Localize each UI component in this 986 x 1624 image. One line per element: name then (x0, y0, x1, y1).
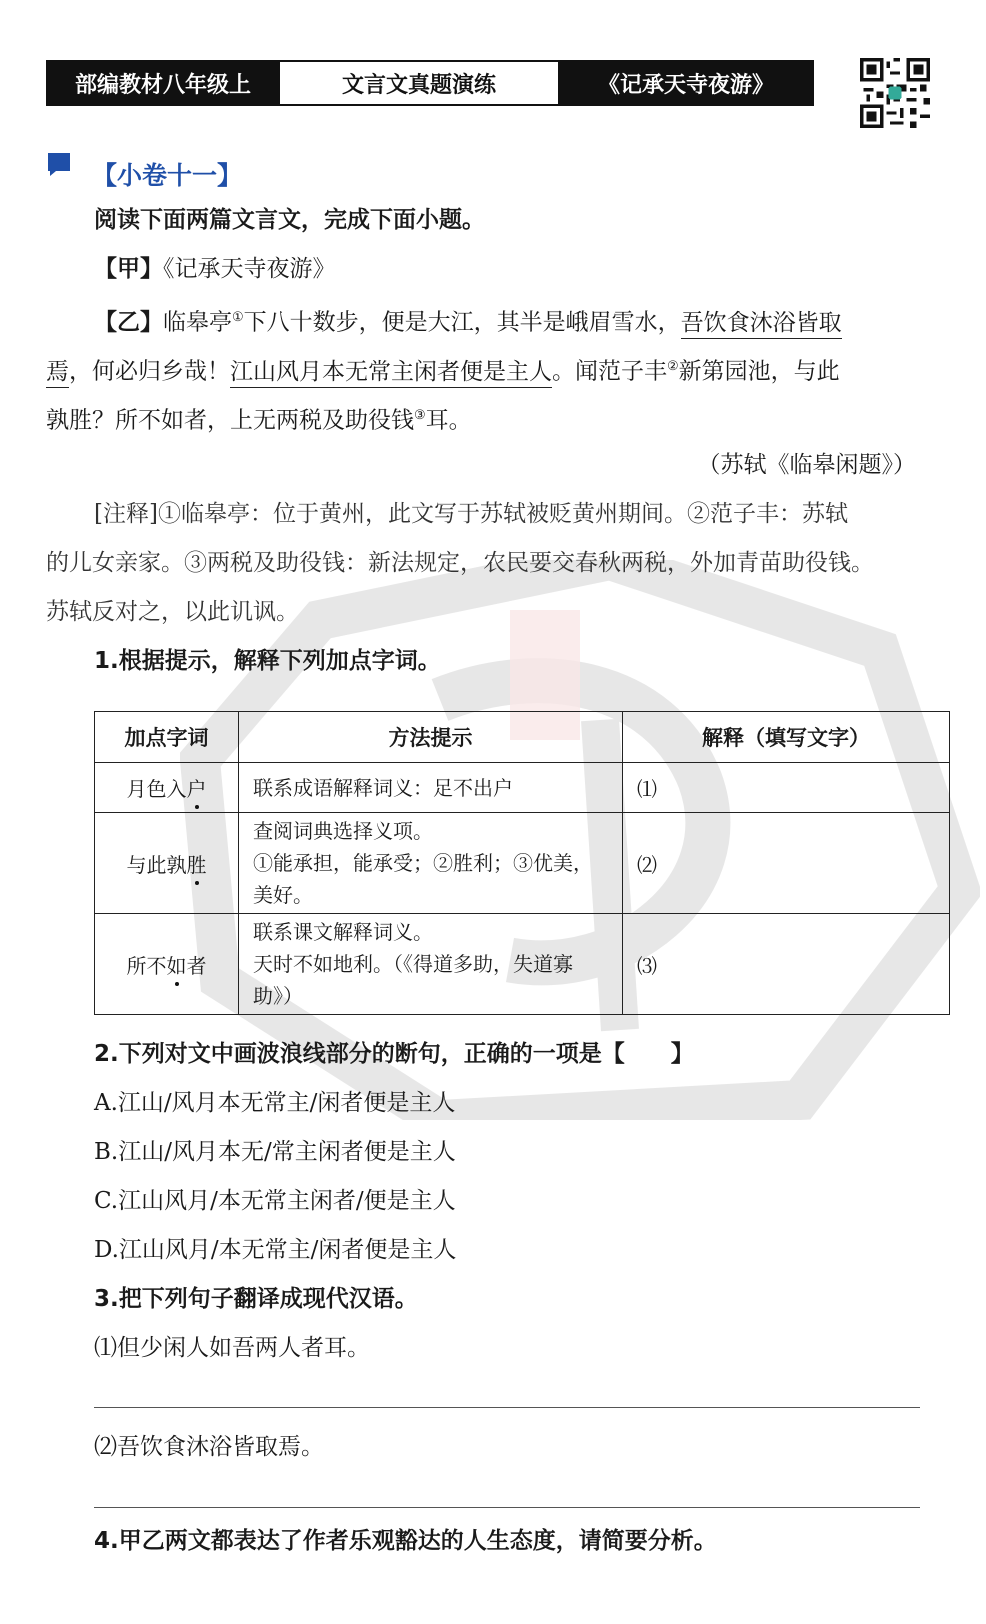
text-yi-line3 (46, 401, 472, 436)
underlined-sentence: 焉 (46, 359, 69, 388)
hint-line: 查阅词典选择义项。 (253, 819, 433, 843)
jia-label: 【甲】 (94, 256, 163, 282)
wavy-underlined-sentence: 江山风月本无常主闲者便是主人 (230, 359, 552, 388)
notes-line1: [注释]①临皋亭：位于黄州，此文写于苏轼被贬黄州期间。②范子丰：苏轼 (94, 501, 848, 527)
q2-option-a[interactable]: A.江山/风月本无常主/闲者便是主人 (94, 1090, 456, 1116)
word-cell (95, 914, 239, 1015)
table-header: 方法提示 (239, 712, 623, 763)
q2-option-d[interactable]: D.江山风月/本无常主/闲者便是主人 (94, 1237, 457, 1263)
answer-cell[interactable]: ⑴ (623, 763, 950, 813)
header-topic: 文言文真题演练 (278, 62, 560, 104)
text-jia (94, 254, 336, 284)
hint-cell (239, 813, 623, 914)
hint-line: 天时不如地利。（《得道多助，失道寡 (253, 952, 573, 976)
header-lesson: 《记承天寺夜游》 (560, 62, 812, 104)
yi-text: 新第园池，与此 (678, 358, 840, 385)
section-title: 【小卷十一】 (92, 161, 243, 190)
table-header-row (95, 712, 950, 763)
hint-cell (239, 763, 623, 813)
q2-option-c[interactable]: C.江山风月/本无常主闲者/便是主人 (94, 1188, 456, 1214)
hint-cell (239, 914, 623, 1015)
hint-line: 助》） (253, 984, 303, 1008)
q2-title: 2.下列对文中画波浪线部分的断句，正确的一项是【 】 (94, 1041, 694, 1067)
hint-line: ①能承担，能承受；②胜利；③优美， (253, 851, 593, 875)
note-ref-3: ③ (414, 408, 426, 423)
underlined-sentence: 吾饮食沐浴皆取 (681, 310, 842, 339)
yi-text: 耳。 (425, 407, 472, 434)
dotted-char: 如 (167, 950, 187, 979)
answer-line[interactable] (94, 1507, 920, 1508)
yi-source: （苏轼《临皋闲题》） (697, 452, 916, 478)
word-cell (95, 813, 239, 914)
instruction: 阅读下面两篇文言文，完成下面小题。 (94, 207, 485, 233)
q2-option-b[interactable]: B.江山/风月本无/常主闲者便是主人 (94, 1139, 456, 1165)
table-row (95, 813, 950, 914)
notes-line3: 苏轼反对之，以此讥讽。 (46, 599, 299, 625)
text-yi-line1 (94, 303, 842, 338)
yi-text: 下八十数步，便是大江，其半是峨眉雪水， (243, 309, 681, 336)
yi-text: 。闻范子丰 (552, 358, 667, 385)
qr-code-icon (860, 58, 930, 128)
q3-title: 3.把下列句子翻译成现代汉语。 (94, 1286, 418, 1312)
word-cell (95, 763, 239, 813)
note-ref-1: ① (232, 310, 244, 325)
answer-cell[interactable]: ⑶ (623, 914, 950, 1015)
yi-text: ，何必归乡哉！ (69, 358, 230, 385)
note-ref-2: ② (667, 359, 679, 374)
hint-line: 联系课文解释词义。 (253, 920, 433, 944)
yi-label: 【乙】 (94, 309, 163, 336)
word-text: 者 (186, 953, 207, 978)
q1-table (94, 711, 950, 1015)
table-header: 加点字词 (95, 712, 239, 763)
q3-sentence-2: ⑵吾饮食沐浴皆取焉。 (94, 1434, 324, 1460)
yi-text: 临皋亭 (163, 309, 232, 336)
bookmark-icon (46, 151, 72, 177)
q1-title: 1.根据提示，解释下列加点字词。 (94, 648, 441, 674)
yi-text: 孰胜？所不如者，上无两税及助役钱 (46, 407, 414, 434)
header-grade: 部编教材八年级上 (48, 62, 278, 104)
table-header: 解释（填写文字） (623, 712, 950, 763)
q3-sentence-1: ⑴但少闲人如吾两人者耳。 (94, 1335, 370, 1361)
hint-line: 联系成语解释词义：足不出户 (253, 775, 513, 800)
text-yi-line2 (46, 352, 840, 387)
jia-title: 《记承天寺夜游》 (163, 256, 336, 282)
word-text: 月色入 (126, 777, 187, 801)
answer-line[interactable] (94, 1407, 920, 1408)
dotted-char: 胜 (187, 849, 207, 878)
word-text: 与此孰 (126, 852, 187, 877)
word-text: 所不 (126, 953, 167, 978)
hint-line: 美好。 (253, 883, 313, 907)
answer-cell[interactable]: ⑵ (623, 813, 950, 914)
q4-title: 4.甲乙两文都表达了作者乐观豁达的人生态度，请简要分析。 (94, 1528, 717, 1554)
table-row (95, 763, 950, 813)
notes-line2: 的儿女亲家。③两税及助役钱：新法规定，农民要交春秋两税，外加青苗助役钱。 (46, 550, 874, 576)
table-row (95, 914, 950, 1015)
dotted-char: 户 (187, 773, 207, 802)
header-bar (46, 60, 814, 106)
